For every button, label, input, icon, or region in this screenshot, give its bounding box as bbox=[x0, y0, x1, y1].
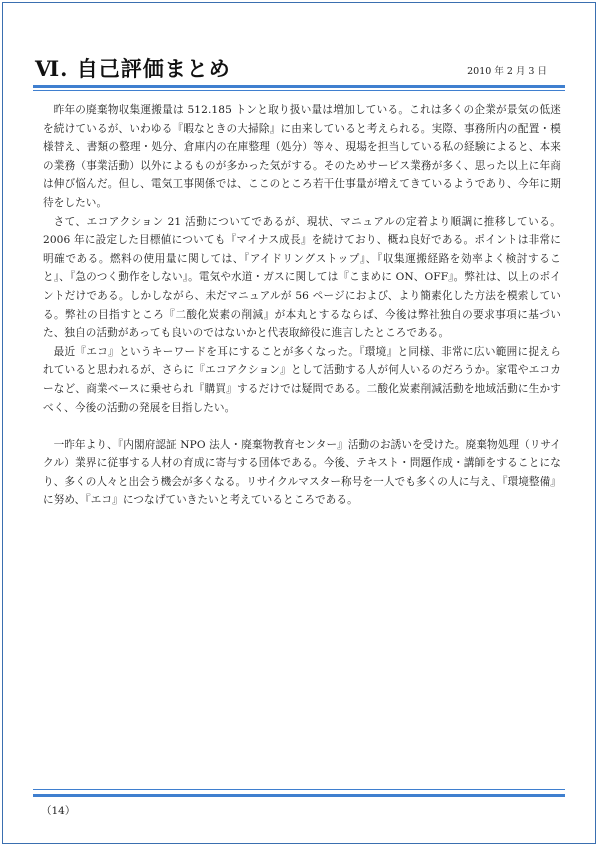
footer-rule-thin bbox=[33, 789, 565, 790]
page-number: （14） bbox=[41, 805, 76, 817]
header-rule-thick bbox=[33, 85, 565, 88]
section-title: Ⅵ. 自己評価まとめ bbox=[35, 56, 231, 81]
paragraph-eco-action-21: さて、エコアクション 21 活動についてであるが、現状、マニュアルの定着より順調に推移している。2006 年に設定した目標値についても『マイナス成長』を続けており、概ね良好である。ポイントは非常に明確である。燃料の使用量に関しては、『アイドリングストップ』、『収集運搬経路を効率よく検討すること』、『急のつく動作をしない』。電気や水道・ガスに関しては『こまめに ON、OFF』。弊社は、以上のポイントだけである。しかしながら、未だマニュアルが 56 ページにおよび、より簡素化した方法を模索している。弊社の目指すところ『二酸化炭素の削減』が本丸とするならば、今後は弊社独自の要求事項に基づいた、独自の活動があっても良いのではないかと代表取締役に進言したところである。 bbox=[43, 215, 561, 340]
document-date: 2010 年 2 月 3 日 bbox=[467, 66, 547, 77]
header-rule-thin bbox=[33, 90, 565, 91]
paragraph-npo-activity: 一昨年より、『内閣府認証 NPO 法人・廃棄物教育センター』活動のお誘いを受けた。廃棄物処理（リサイクル）業界に従事する人材の育成に寄与する団体である。今後、テキスト・問題作成・講師をすることになり、多くの人々と出会う機会が多くなる。リサイクルマスター称号を一人でも多くの人に与え、『環境整備』に努め、『エコ』につなげていきたいと考えているところである。 bbox=[43, 438, 561, 507]
paragraph-eco-keyword: 最近『エコ』というキーワードを耳にすることが多くなった。『環境』と同様、非常に広い範囲に捉えられていると思われるが、さらに『エコアクション』として活動する人が何人いるのだろうか。家電やエコカーなど、商業ベースに乗せられ『購買』するだけでは疑問である。二酸化炭素削減活動を地域活動に生かすべく、今後の活動の発展を目指したい。 bbox=[43, 345, 561, 414]
document-page bbox=[2, 2, 596, 844]
body-text bbox=[43, 101, 561, 510]
footer-rule-thick bbox=[33, 794, 565, 797]
paragraph-waste-volume: 昨年の廃棄物収集運搬量は 512.185 トンと取り扱い量は増加している。これは多くの企業が景気の低迷を続けているが、いわゆる『暇なときの大掃除』に由来していると考えられる。実際、事務所内の配置・模様替え、書類の整理・処分、倉庫内の在庫整理（処分）等々、現場を担当している私の経験によると、本来の業務（事業活動）以外によるものが多かった気がする。そのためサービス業務が多く、思った以上に年商は伸び悩んだ。但し、電気工事関係では、ここのところ若干仕事量が増えてきているようであり、今年に期待をしたい。 bbox=[43, 104, 561, 209]
